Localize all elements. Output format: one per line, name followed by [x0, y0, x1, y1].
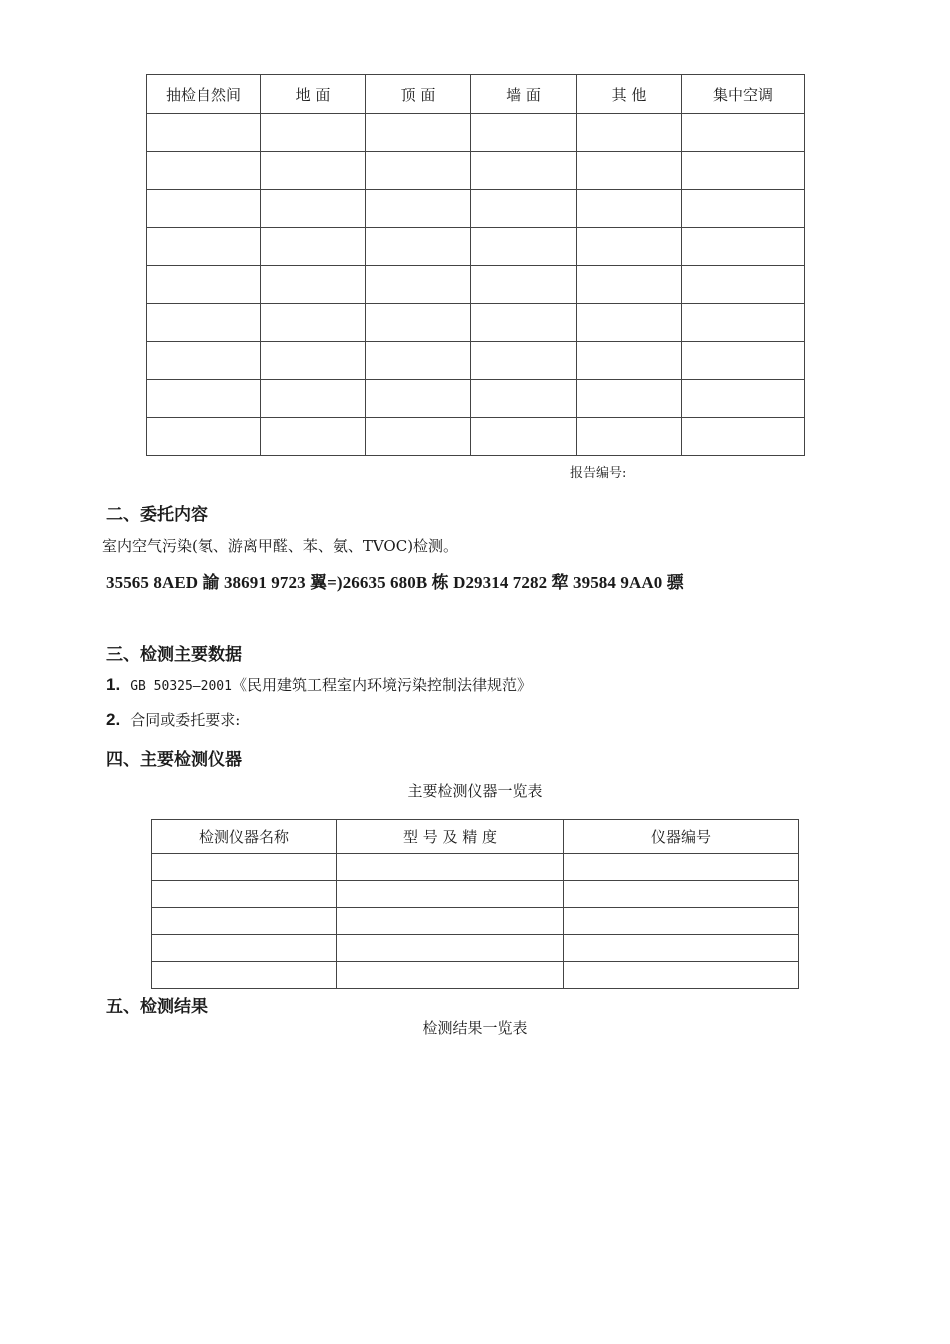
table-cell: [261, 380, 366, 418]
table-cell: [564, 935, 799, 962]
contract-requirement: 合同或委托要求:: [130, 711, 241, 729]
table-cell: [577, 152, 682, 190]
item-number: 2.: [106, 710, 121, 729]
standard-title: 《民用建筑工程室内环境污染控制法律规范》: [231, 676, 532, 694]
table-cell: [147, 266, 261, 304]
section-4-title: 四、主要检测仪器: [106, 750, 242, 770]
header-central-ac: 集中空调: [682, 75, 805, 114]
section-5-title: 五、检测结果: [106, 997, 208, 1017]
table-cell: [337, 935, 564, 962]
table-cell: [147, 342, 261, 380]
report-number-label: 报告编号:: [570, 466, 627, 481]
results-table-caption: 检测结果一览表: [422, 1019, 528, 1037]
section-2-garbled-text: 35565 8AED 諭 38691 9723 翼=)26635 680B 栋 D29314 7282 犂 39584 9AA0 骠: [106, 573, 684, 592]
table-cell: [471, 342, 577, 380]
table-row: [152, 854, 799, 881]
table-cell: [366, 304, 471, 342]
table-cell: [577, 418, 682, 456]
section-2-title: 二、委托内容: [106, 505, 208, 525]
table-cell: [471, 228, 577, 266]
table-cell: [147, 304, 261, 342]
table-cell: [682, 190, 805, 228]
table-cell: [152, 881, 337, 908]
table-cell: [152, 854, 337, 881]
table-cell: [261, 114, 366, 152]
table-cell: [366, 342, 471, 380]
table-cell: [366, 190, 471, 228]
table-cell: [337, 962, 564, 989]
table-cell: [337, 908, 564, 935]
table-cell: [682, 114, 805, 152]
header-floor: 地 面: [261, 75, 366, 114]
table-cell: [471, 418, 577, 456]
standard-code: GB 50325—2001: [130, 679, 232, 694]
table-cell: [366, 380, 471, 418]
table-row: [147, 266, 805, 304]
table-cell: [152, 962, 337, 989]
header-wall: 墙 面: [471, 75, 577, 114]
table-cell: [577, 380, 682, 418]
table-row: [152, 962, 799, 989]
table-cell: [261, 152, 366, 190]
table-cell: [471, 266, 577, 304]
table-row: [147, 190, 805, 228]
table-cell: [564, 854, 799, 881]
table-cell: [366, 418, 471, 456]
section-3-item-1: [106, 674, 532, 695]
table-cell: [577, 228, 682, 266]
table-cell: [261, 418, 366, 456]
table-cell: [147, 190, 261, 228]
table-cell: [261, 190, 366, 228]
table-row: [152, 935, 799, 962]
header-room: 抽检自然间: [147, 75, 261, 114]
header-other: 其 他: [577, 75, 682, 114]
header-ceiling: 顶 面: [366, 75, 471, 114]
header-model-precision: 型 号 及 精 度: [337, 820, 564, 854]
table-row: [147, 342, 805, 380]
table-cell: [337, 854, 564, 881]
table-cell: [366, 228, 471, 266]
table-cell: [577, 304, 682, 342]
table-cell: [366, 114, 471, 152]
room-inspection-table: [146, 74, 805, 456]
table-cell: [152, 908, 337, 935]
table-cell: [147, 114, 261, 152]
table-row: [147, 380, 805, 418]
table-cell: [682, 152, 805, 190]
table-cell: [471, 304, 577, 342]
table-cell: [261, 228, 366, 266]
table-cell: [682, 380, 805, 418]
table-cell: [147, 228, 261, 266]
table-header-row: [147, 75, 805, 114]
table-row: [147, 228, 805, 266]
instrument-table-caption: 主要检测仪器一览表: [407, 782, 543, 800]
table-row: [147, 418, 805, 456]
table-row: [147, 152, 805, 190]
table-cell: [577, 266, 682, 304]
instrument-table: [151, 819, 799, 989]
table-cell: [261, 342, 366, 380]
table-cell: [682, 266, 805, 304]
table-cell: [471, 380, 577, 418]
table-cell: [577, 342, 682, 380]
table-cell: [147, 152, 261, 190]
table-cell: [147, 380, 261, 418]
table-cell: [564, 962, 799, 989]
table-cell: [577, 190, 682, 228]
table-cell: [471, 190, 577, 228]
table-cell: [682, 342, 805, 380]
table-cell: [471, 152, 577, 190]
table-cell: [682, 228, 805, 266]
table-row: [147, 304, 805, 342]
table-cell: [261, 304, 366, 342]
table-cell: [366, 266, 471, 304]
section-3-title: 三、检测主要数据: [106, 645, 242, 665]
table-row: [147, 114, 805, 152]
table-cell: [471, 114, 577, 152]
header-instrument-name: 检测仪器名称: [152, 820, 337, 854]
table-row: [152, 881, 799, 908]
section-3-item-2: [106, 709, 240, 730]
section-2-content: 室内空气污染(氡、游离甲醛、苯、氨、TVOC)检测。: [102, 537, 459, 555]
table-cell: [564, 908, 799, 935]
table-cell: [564, 881, 799, 908]
table-cell: [147, 418, 261, 456]
table-cell: [337, 881, 564, 908]
table-cell: [577, 114, 682, 152]
table-cell: [682, 304, 805, 342]
item-number: 1.: [106, 675, 121, 694]
table-cell: [366, 152, 471, 190]
header-instrument-number: 仪器编号: [564, 820, 799, 854]
table-header-row: [152, 820, 799, 854]
table-cell: [261, 266, 366, 304]
table-row: [152, 908, 799, 935]
table-cell: [682, 418, 805, 456]
table-cell: [152, 935, 337, 962]
